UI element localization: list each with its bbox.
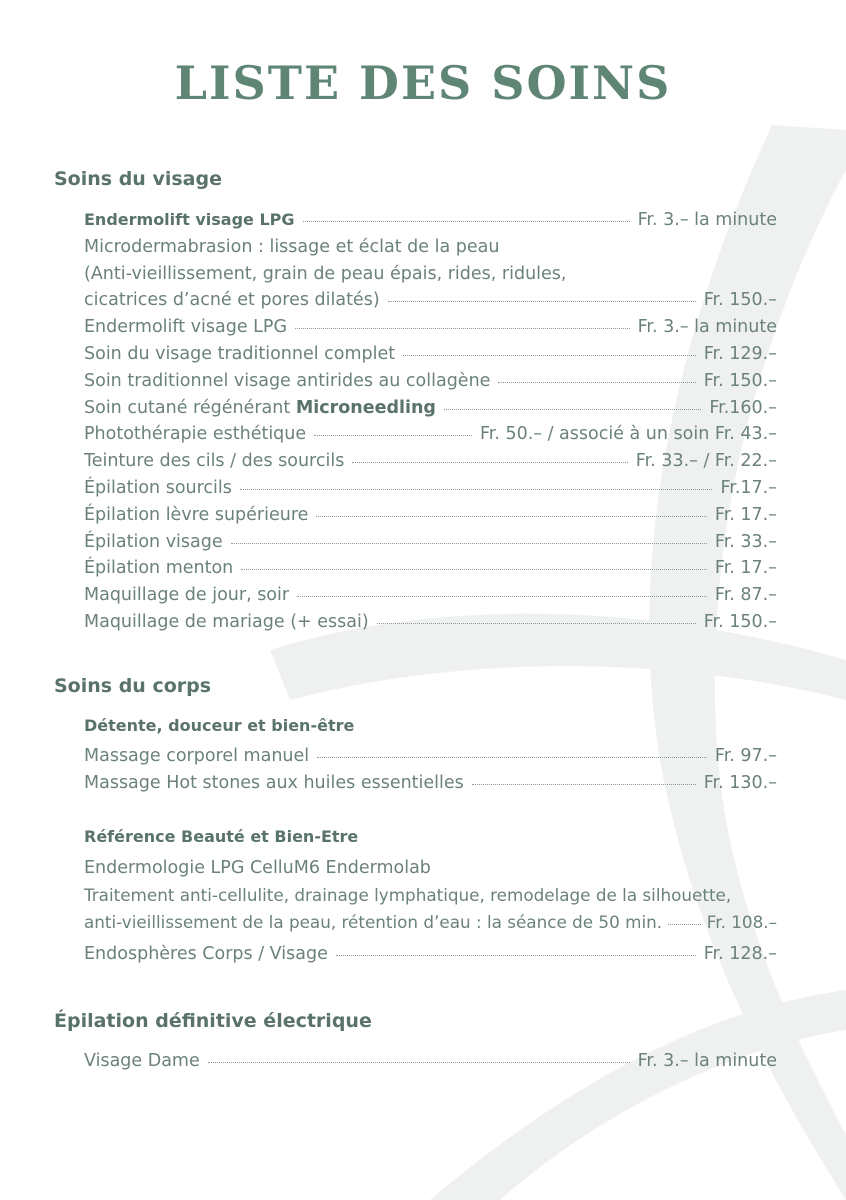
item-price: Fr.160.– [709,397,777,418]
item-price: Fr. 130.– [703,772,777,793]
item-label: cicatrices d’acné et pores dilatés) [84,290,380,311]
section-title-epilation: Épilation définitive électrique [54,1010,372,1032]
list-item [84,609,777,636]
item-label: Épilation sourcils [84,477,232,498]
list-item [84,555,777,582]
item-price: Fr. 129.– [703,343,777,364]
item-description: (Anti-vieillissement, grain de peau épais, rides, ridules, [84,263,567,284]
list-item [84,314,777,341]
list-item [84,287,777,314]
dot-leader [208,1062,630,1063]
section-title-corps: Soins du corps [54,675,212,697]
list-item [84,475,777,502]
list-item [84,395,777,422]
item-label: Endermolift visage LPG [84,317,288,338]
dot-leader [352,462,627,463]
item-price: Fr. 108.– [706,911,777,932]
list-item [84,941,777,968]
item-label: Endosphères Corps / Visage [84,944,328,965]
item-price: Fr. 87.– [714,585,777,606]
reference-list [84,855,777,968]
dot-leader [231,543,707,544]
item-label: Photothérapie esthétique [84,424,307,445]
item-label: anti-vieillissement de la peau, rétention d’eau : la séance de 50 min. [84,911,663,932]
item-label: Soin traditionnel visage antirides au collagène [84,370,491,391]
item-label [84,395,436,422]
item-label: Soin du visage traditionnel complet [84,343,396,364]
list-item [84,502,777,529]
item-price: Fr. 33.– / Fr. 22.– [635,451,777,472]
dot-leader [444,409,701,410]
item-label-text: Soin cutané régénérant [84,397,291,418]
item-price: Fr. 150.– [703,611,777,632]
dot-leader [498,382,695,383]
item-price: Fr. 128.– [703,944,777,965]
item-label: Teinture des cils / des sourcils [84,451,345,472]
item-label: Épilation lèvre supérieure [84,504,309,525]
section-title-visage: Soins du visage [54,168,222,190]
dot-leader [316,516,707,517]
list-item [84,421,777,448]
item-price: Fr. 3.– la minute [637,210,777,230]
dot-leader [472,784,696,785]
item-price: Fr. 97.– [714,746,777,766]
dot-leader [241,569,707,570]
visage-list [84,207,777,636]
item-label: Épilation visage [84,531,223,552]
dot-leader [403,355,696,356]
list-item [84,207,777,234]
list-item [84,582,777,609]
item-label: Maquillage de mariage (+ essai) [84,611,369,632]
item-price: Fr. 17.– [714,504,777,525]
list-item [84,1048,777,1075]
item-description: Traitement anti-cellulite, drainage lymphatique, remodelage de la silhouette, [84,884,732,905]
dot-leader [297,596,707,597]
dot-leader [240,489,713,490]
list-item [84,909,777,936]
item-price: Fr. 3.– la minute [637,1051,777,1071]
item-price: Fr. 33.– [714,531,777,552]
dot-leader [295,328,630,329]
page-title: LISTE DES SOINS [174,56,672,110]
dot-leader [314,435,472,436]
dot-leader [388,301,696,302]
item-label-bold: Microneedling [295,397,436,418]
dot-leader [377,623,696,624]
item-label: Épilation menton [84,558,234,579]
item-description: Endermologie LPG CelluM6 Endermolab [84,858,431,878]
item-price: Fr. 50.– / associé à un soin Fr. 43.– [479,424,777,445]
list-item [84,770,777,797]
dot-leader [668,924,701,925]
item-label: Endermolift visage LPG [84,210,295,229]
list-item [84,341,777,368]
item-price: Fr. 17.– [714,558,777,579]
item-price: Fr. 3.– la minute [637,317,777,338]
item-description: Microdermabrasion : lissage et éclat de la peau [84,236,500,257]
list-item [84,368,777,395]
subsection-title-reference: Référence Beauté et Bien-Etre [84,827,359,846]
list-item [84,529,777,556]
dot-leader [303,221,630,222]
list-item [84,743,777,770]
item-price: Fr. 150.– [703,290,777,311]
item-label: Visage Dame [84,1051,200,1071]
dot-leader [317,757,707,758]
item-label: Massage corporel manuel [84,746,310,766]
subsection-title-detente: Détente, douceur et bien-être [84,716,355,735]
item-price: Fr. 150.– [703,370,777,391]
item-label: Maquillage de jour, soir [84,585,290,606]
dot-leader [336,955,696,956]
epilation-list [84,1048,777,1075]
item-label: Massage Hot stones aux huiles essentielles [84,772,464,793]
list-item [84,448,777,475]
detente-list [84,743,777,797]
item-price: Fr.17.– [720,477,777,498]
